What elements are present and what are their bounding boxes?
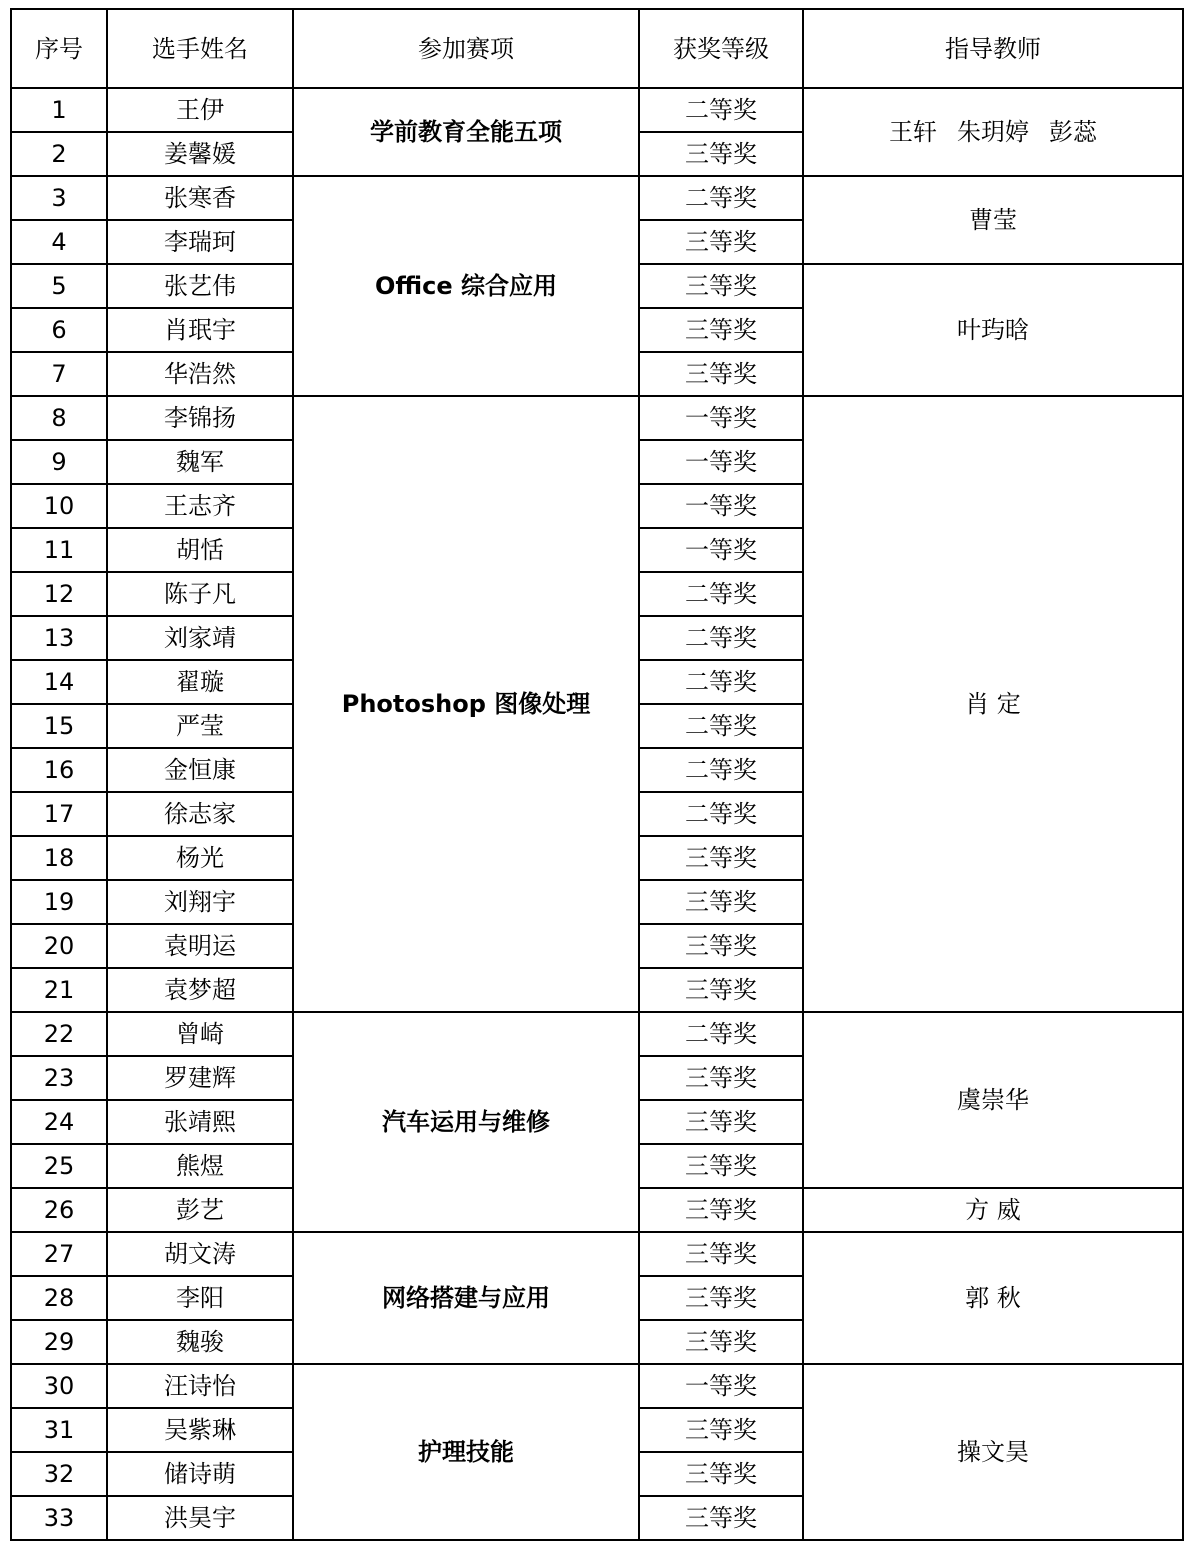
cell-number: 33	[11, 1496, 107, 1540]
cell-number: 27	[11, 1232, 107, 1276]
cell-number: 3	[11, 176, 107, 220]
cell-award: 三等奖	[639, 880, 803, 924]
cell-name: 刘翔宇	[107, 880, 293, 924]
cell-award: 三等奖	[639, 836, 803, 880]
cell-name: 彭艺	[107, 1188, 293, 1232]
cell-name: 李阳	[107, 1276, 293, 1320]
cell-name: 姜馨媛	[107, 132, 293, 176]
cell-name: 罗建辉	[107, 1056, 293, 1100]
cell-name: 肖珉宇	[107, 308, 293, 352]
cell-award: 三等奖	[639, 1496, 803, 1540]
cell-name: 张寒香	[107, 176, 293, 220]
teacher-name: 方 威	[965, 1196, 1021, 1224]
teacher-name: 朱玥婷	[957, 118, 1029, 146]
cell-name: 李瑞珂	[107, 220, 293, 264]
cell-award: 三等奖	[639, 1408, 803, 1452]
table-row	[11, 1232, 1183, 1276]
cell-award: 三等奖	[639, 968, 803, 1012]
cell-award: 三等奖	[639, 352, 803, 396]
cell-event: 网络搭建与应用	[293, 1232, 639, 1364]
cell-number: 7	[11, 352, 107, 396]
cell-number: 31	[11, 1408, 107, 1452]
cell-teacher	[803, 88, 1183, 176]
teacher-name: 肖 定	[965, 690, 1021, 718]
cell-award: 二等奖	[639, 748, 803, 792]
cell-name: 华浩然	[107, 352, 293, 396]
cell-number: 1	[11, 88, 107, 132]
table-row	[11, 176, 1183, 220]
cell-number: 12	[11, 572, 107, 616]
cell-number: 16	[11, 748, 107, 792]
cell-number: 29	[11, 1320, 107, 1364]
cell-event: 护理技能	[293, 1364, 639, 1540]
cell-award: 二等奖	[639, 88, 803, 132]
cell-number: 8	[11, 396, 107, 440]
cell-name: 胡文涛	[107, 1232, 293, 1276]
teacher-name: 曹莹	[969, 206, 1017, 234]
table-row	[11, 88, 1183, 132]
cell-teacher	[803, 176, 1183, 264]
cell-award: 三等奖	[639, 1100, 803, 1144]
cell-award: 一等奖	[639, 396, 803, 440]
cell-name: 胡恬	[107, 528, 293, 572]
cell-name: 徐志家	[107, 792, 293, 836]
cell-number: 13	[11, 616, 107, 660]
cell-award: 二等奖	[639, 616, 803, 660]
cell-name: 储诗萌	[107, 1452, 293, 1496]
col-header-award: 获奖等级	[639, 9, 803, 88]
cell-name: 熊煜	[107, 1144, 293, 1188]
cell-number: 2	[11, 132, 107, 176]
cell-name: 翟璇	[107, 660, 293, 704]
cell-number: 22	[11, 1012, 107, 1056]
cell-event: 学前教育全能五项	[293, 88, 639, 176]
cell-name: 刘家靖	[107, 616, 293, 660]
cell-award: 三等奖	[639, 1188, 803, 1232]
cell-award: 二等奖	[639, 572, 803, 616]
cell-name: 李锦扬	[107, 396, 293, 440]
cell-number: 4	[11, 220, 107, 264]
cell-name: 张艺伟	[107, 264, 293, 308]
cell-teacher	[803, 1188, 1183, 1232]
cell-teacher	[803, 264, 1183, 396]
cell-event: Photoshop 图像处理	[293, 396, 639, 1012]
cell-number: 14	[11, 660, 107, 704]
cell-name: 金恒康	[107, 748, 293, 792]
cell-award: 一等奖	[639, 440, 803, 484]
cell-award: 三等奖	[639, 1276, 803, 1320]
cell-name: 袁明运	[107, 924, 293, 968]
cell-name: 严莹	[107, 704, 293, 748]
teacher-name: 彭蕊	[1049, 118, 1097, 146]
cell-number: 9	[11, 440, 107, 484]
cell-number: 28	[11, 1276, 107, 1320]
cell-name: 杨光	[107, 836, 293, 880]
table-row	[11, 1364, 1183, 1408]
table-body	[11, 88, 1183, 1540]
table-row	[11, 1012, 1183, 1056]
teacher-name: 郭 秋	[965, 1284, 1021, 1312]
cell-award: 三等奖	[639, 220, 803, 264]
cell-teacher	[803, 1232, 1183, 1364]
table-row	[11, 396, 1183, 440]
cell-number: 23	[11, 1056, 107, 1100]
col-header-number: 序号	[11, 9, 107, 88]
cell-name: 张靖熙	[107, 1100, 293, 1144]
cell-number: 25	[11, 1144, 107, 1188]
cell-award: 一等奖	[639, 484, 803, 528]
cell-award: 三等奖	[639, 132, 803, 176]
teacher-name: 王轩	[889, 118, 937, 146]
cell-number: 17	[11, 792, 107, 836]
cell-teacher	[803, 396, 1183, 1012]
cell-name: 汪诗怡	[107, 1364, 293, 1408]
cell-award: 三等奖	[639, 1144, 803, 1188]
cell-name: 魏军	[107, 440, 293, 484]
header-row	[11, 9, 1183, 88]
cell-event: 汽车运用与维修	[293, 1012, 639, 1232]
cell-number: 32	[11, 1452, 107, 1496]
cell-award: 二等奖	[639, 660, 803, 704]
cell-name: 王志齐	[107, 484, 293, 528]
cell-award: 三等奖	[639, 1056, 803, 1100]
cell-number: 21	[11, 968, 107, 1012]
cell-name: 王伊	[107, 88, 293, 132]
cell-number: 19	[11, 880, 107, 924]
cell-award: 三等奖	[639, 924, 803, 968]
cell-award: 一等奖	[639, 528, 803, 572]
cell-teacher	[803, 1364, 1183, 1540]
cell-name: 曾崎	[107, 1012, 293, 1056]
cell-award: 三等奖	[639, 1452, 803, 1496]
cell-number: 5	[11, 264, 107, 308]
cell-event: Office 综合应用	[293, 176, 639, 396]
cell-award: 三等奖	[639, 1232, 803, 1276]
cell-name: 吴紫琳	[107, 1408, 293, 1452]
cell-name: 陈子凡	[107, 572, 293, 616]
cell-award: 三等奖	[639, 308, 803, 352]
col-header-name: 选手姓名	[107, 9, 293, 88]
cell-award: 二等奖	[639, 1012, 803, 1056]
cell-number: 20	[11, 924, 107, 968]
col-header-teacher: 指导教师	[803, 9, 1183, 88]
teacher-name: 叶玙晗	[957, 316, 1029, 344]
cell-name: 洪昊宇	[107, 1496, 293, 1540]
cell-number: 30	[11, 1364, 107, 1408]
teacher-name: 虞崇华	[957, 1086, 1029, 1114]
cell-award: 二等奖	[639, 704, 803, 748]
cell-number: 6	[11, 308, 107, 352]
cell-award: 一等奖	[639, 1364, 803, 1408]
cell-name: 魏骏	[107, 1320, 293, 1364]
cell-number: 18	[11, 836, 107, 880]
awards-table	[10, 8, 1184, 1541]
col-header-event: 参加赛项	[293, 9, 639, 88]
cell-award: 三等奖	[639, 1320, 803, 1364]
teacher-name: 操文昊	[957, 1438, 1029, 1466]
cell-number: 24	[11, 1100, 107, 1144]
cell-award: 二等奖	[639, 176, 803, 220]
cell-number: 15	[11, 704, 107, 748]
cell-name: 袁梦超	[107, 968, 293, 1012]
cell-award: 二等奖	[639, 792, 803, 836]
cell-number: 26	[11, 1188, 107, 1232]
cell-award: 三等奖	[639, 264, 803, 308]
cell-number: 10	[11, 484, 107, 528]
cell-number: 11	[11, 528, 107, 572]
cell-teacher	[803, 1012, 1183, 1188]
